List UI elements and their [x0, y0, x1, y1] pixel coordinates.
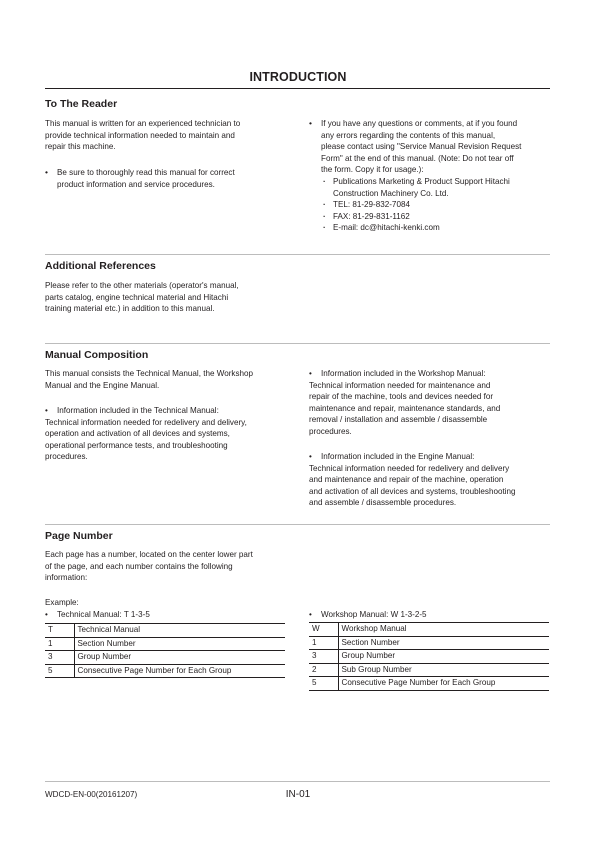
page-number-example-label: Example: — [45, 598, 79, 607]
technical-manual-example: • Technical Manual: T 1-3-5 — [45, 610, 150, 619]
to-the-reader-intro: This manual is written for an experienced technician to provide technical information needed to maintain and repair this machine. — [45, 119, 241, 152]
to-the-reader-bullet-contact: • If you have any questions or comments, at if you found any errors regarding the contents of this manual, please contact using "Service Manual Revision Request Form" at the end of this manual. (Note: Do not tear off the form. Copy it for usage.): · Publications Marketing & Product Support Hitachi Construction Machinery Co. Ltd. · TEL: 81-29-832-7084 · FAX: 81-29-831-1162 · E-mail: dc@hitachi-kenki.com — [309, 118, 551, 234]
technical-page-number-table — [45, 623, 285, 678]
section-heading-additional-references: Additional References — [45, 260, 156, 272]
section-divider — [45, 254, 550, 255]
manual-composition-technical: • Information included in the Technical Manual: Technical information needed for redelivery and delivery, operation and activation of all devices and systems, operational performance tests, and troubleshooting procedures. — [45, 406, 247, 462]
section-heading-manual-composition: Manual Composition — [45, 349, 149, 361]
section-divider — [45, 524, 550, 525]
title-rule — [45, 88, 550, 89]
table-row: 3 Group Number — [309, 650, 549, 664]
table-row: 1 Section Number — [309, 636, 549, 650]
table-row: 3 Group Number — [45, 651, 285, 665]
page-number-intro: Each page has a number, located on the center lower part of the page, and each number contains the following information: — [45, 550, 253, 583]
to-the-reader-bullet-read: • Be sure to thoroughly read this manual for correct product information and service procedures. — [45, 167, 290, 190]
footer-rule — [45, 781, 550, 782]
page-title: INTRODUCTION — [249, 70, 347, 84]
table-row: 5 Consecutive Page Number for Each Group — [309, 677, 549, 691]
table-row: 2 Sub Group Number — [309, 663, 549, 677]
contact-publications: · Publications Marketing & Product Support Hitachi Construction Machinery Co. Ltd. — [309, 176, 551, 199]
table-row: W Workshop Manual — [309, 623, 549, 637]
additional-references-text: Please refer to the other materials (operator's manual, parts catalog, engine technical material and Hitachi training material etc.) in addition to this manual. — [45, 281, 239, 314]
manual-composition-workshop: • Information included in the Workshop Manual: Technical information needed for maintenance and repair of the machine, tools and devices needed for maintenance and repair, maintenance standards, and removal / installation and assemble / disassemble procedures. — [309, 369, 501, 436]
contact-email: · E-mail: dc@hitachi-kenki.com — [309, 222, 551, 234]
workshop-manual-example: • Workshop Manual: W 1-3-2-5 — [309, 610, 427, 619]
footer-doc-code: WDCD-EN-00(20161207) — [45, 790, 138, 799]
section-heading-page-number: Page Number — [45, 530, 113, 542]
manual-composition-engine: • Information included in the Engine Manual: Technical information needed for redelivery and delivery and maintenance and repair of the machine, operation and activation of all devices and systems, troubleshooting and assemble / disassemble procedures. — [309, 452, 516, 508]
table-row: T Technical Manual — [45, 624, 285, 638]
contact-tel: · TEL: 81-29-832-7084 — [309, 199, 551, 211]
workshop-page-number-table — [309, 622, 549, 691]
table-row: 5 Consecutive Page Number for Each Group — [45, 664, 285, 678]
section-heading-to-the-reader: To The Reader — [45, 98, 118, 110]
table-row: 1 Section Number — [45, 637, 285, 651]
contact-fax: · FAX: 81-29-831-1162 — [309, 211, 551, 223]
footer-page-number: IN-01 — [285, 789, 311, 800]
manual-composition-intro: This manual consists the Technical Manual, the Workshop Manual and the Engine Manual. — [45, 369, 253, 390]
section-divider — [45, 343, 550, 344]
